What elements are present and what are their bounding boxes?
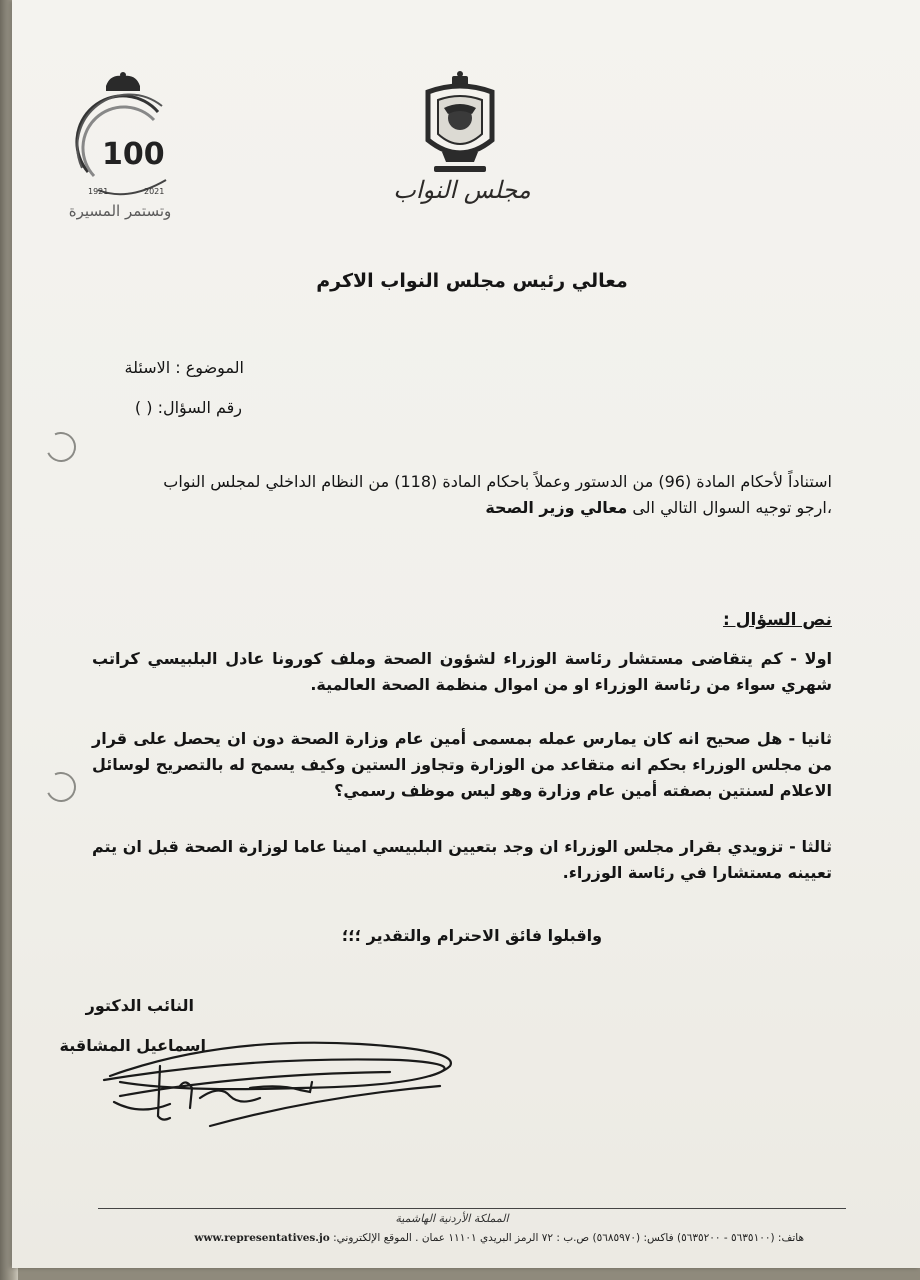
minister-title: معالي وزير الصحة bbox=[485, 498, 628, 517]
footer-contact-text: هاتف: (٥٦٣٥١٠٠ - ٥٦٣٥٢٠٠) فاكس: (٥٦٨٥٩٧٠) ص.ب : ٧٢ الرمز البريدي ١١١٠١ عمان . الموقع الإلكتروني: bbox=[333, 1232, 804, 1244]
coat-of-arms-emblem bbox=[414, 70, 506, 176]
punch-hole-bottom bbox=[42, 768, 80, 806]
parliament-name: مجلس النواب bbox=[393, 176, 531, 204]
question-1: اولا - كم يتقاضى مستشار رئاسة الوزراء لشؤون الصحة وملف كورونا عادل البلبيسي كراتب شهري سواء من رئاسة الوزراء او من اموال منظمة الصحة العالمية. bbox=[92, 649, 832, 694]
footer-contact bbox=[144, 1232, 804, 1244]
addressee-title: معالي رئيس مجلس النواب الاكرم bbox=[316, 270, 628, 292]
signer-title: النائب الدكتور bbox=[85, 996, 194, 1015]
svg-text:2021: 2021 bbox=[144, 187, 165, 196]
footer-divider bbox=[98, 1208, 846, 1209]
question-heading: نص السؤال : bbox=[723, 610, 832, 630]
intro-line-2-text: ،ارجو توجيه السوال التالي الى bbox=[627, 498, 832, 517]
question-2: ثانيا - هل صحيح انه كان يمارس عمله بمسمى أمين عام وزارة الصحة دون ان يحصل على قرار من مجلس الوزراء بحكم انه متقاعد من الوزارة وتجاوز الستين وكيف يسمح له بالتصريح لوسائل الاعلام لسنتين بصفته أمين عام وزارة وهو ليس موظف رسمي؟ bbox=[92, 729, 832, 800]
footer-website: www.representatives.jo bbox=[194, 1232, 330, 1244]
intro-line-1: استناداً لأحكام المادة (96) من الدستور وعملاً باحكام المادة (118) من النظام الداخلي لمجلس النواب bbox=[163, 472, 832, 491]
footer-organization: المملكة الأردنية الهاشمية bbox=[395, 1212, 509, 1225]
punch-hole-top bbox=[42, 428, 80, 466]
svg-text:1921: 1921 bbox=[88, 187, 109, 196]
intro-line-2 bbox=[485, 498, 832, 517]
question-number: رقم السؤال: ( ) bbox=[134, 398, 242, 417]
letter-page bbox=[12, 0, 920, 1268]
signer-name: اسماعيل المشاقبة bbox=[59, 1036, 206, 1055]
anniversary-caption: وتستمر المسيرة bbox=[68, 202, 172, 220]
question-3: ثالثا - تزويدي بقرار مجلس الوزراء ان وجد بتعيين البلبيسي امينا عاما لوزارة الصحة قبل ان يتم تعيينه مستشارا في رئاسة الوزراء. bbox=[92, 837, 832, 882]
svg-text:100: 100 bbox=[102, 137, 165, 172]
closing-line: واقبلوا فائق الاحترام والتقدير ؛؛؛ bbox=[341, 926, 603, 945]
subject-line: الموضوع : الاسئلة bbox=[124, 358, 244, 377]
handwritten-signature bbox=[100, 1026, 480, 1146]
